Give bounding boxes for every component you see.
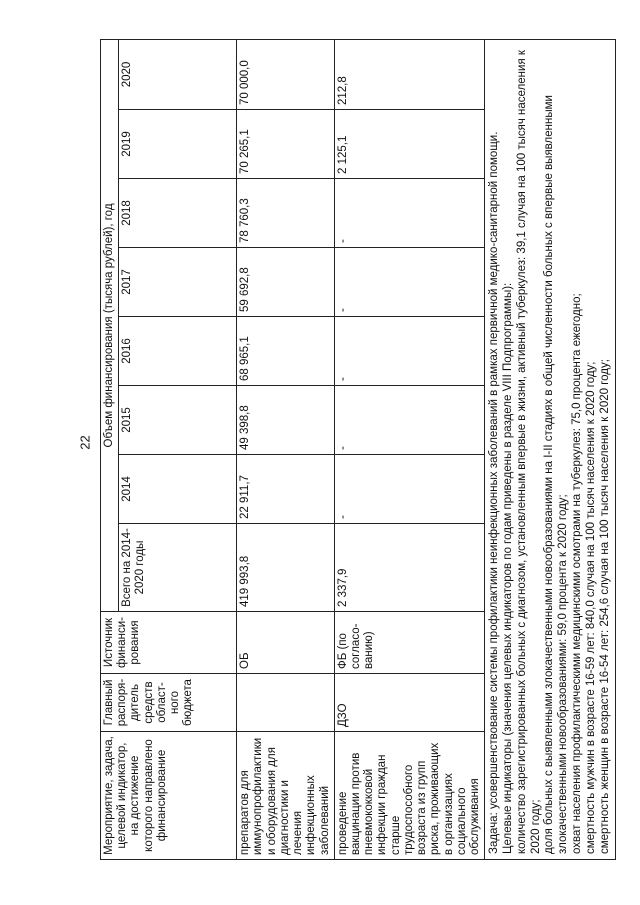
header-year: 2014 [119, 455, 237, 524]
cell-total: 2 337,9 [334, 524, 484, 612]
cell-value: 70 000,0 [237, 39, 335, 109]
header-source: Источник финанси-рования [101, 612, 237, 674]
cell-value: 78 760,3 [237, 179, 335, 248]
task-line: Целевые индикаторы (значения целевых индикаторов по годам приведены в разделе VIII Подпрограммы): [501, 282, 514, 854]
header-year: 2020 [119, 39, 237, 109]
cell-value: 70 265,1 [237, 110, 335, 179]
header-volume: Объем финансирования (тысяча рублей), год [101, 39, 119, 611]
cell-manager [237, 674, 335, 732]
cell-manager: ДЗО [334, 674, 484, 732]
cell-value: 59 692,8 [237, 248, 335, 317]
cell-source: ОБ [237, 612, 335, 674]
task-line: доля больных с выявленными злокачественными новообразованиями на I-II стадиях в общей численности больных с впервые выявленными злокачественными новообразованиями: 59,0 процента к 2020 году; [543, 95, 570, 854]
cell-value: - [334, 317, 484, 386]
task-line: количество зарегистрированных больных с диагнозом, установленным впервые в жизни, активный туберкулез: 39,1 случая на 100 тысяч населения к 2020 году; [515, 50, 542, 854]
task-line: охват населения профилактическими медицинскими осмотрами на туберкулез: 75,0 процента ежегодно; [570, 293, 583, 854]
task-row [485, 39, 616, 859]
cell-measure: препаратов для иммунопрофилактики и оборудования для диагностики и лечения инфекционных заболеваний [237, 732, 335, 860]
task-line: Задача: усовершенствование системы профилактики неинфекционных заболеваний в рамках первичной медико-санитарной помощи. [488, 131, 501, 854]
financing-table [100, 39, 616, 860]
header-total: Всего на 2014-2020 годы [119, 524, 237, 612]
header-year: 2015 [119, 386, 237, 455]
table-row [334, 39, 484, 859]
header-row-1 [101, 39, 119, 859]
cell-measure: проведение вакцинации против пневмококковой инфекции граждан старше трудоспособного возраста из групп риска, проживающих в организациях социального обслуживания [334, 732, 484, 860]
cell-value: - [334, 248, 484, 317]
header-year: 2016 [119, 317, 237, 386]
cell-value: - [334, 386, 484, 455]
cell-total: 419 993,8 [237, 524, 335, 612]
page-number: 22 [77, 435, 93, 450]
cell-source: ФБ (по согласо-ванию) [334, 612, 484, 674]
task-cell [485, 39, 616, 859]
table-row [237, 39, 335, 859]
cell-value: - [334, 179, 484, 248]
task-line: смертность мужчин в возрасте 16-59 лет: 840,0 случая на 100 тысяч населения к 2020 году; [584, 361, 597, 854]
cell-value: 49 398,8 [237, 386, 335, 455]
task-line: смертность женщин в возрасте 16-54 лет: 254,6 случая на 100 тысяч населения к 2020 году; [598, 359, 611, 854]
cell-value: 68 965,1 [237, 317, 335, 386]
cell-value: 212,8 [334, 39, 484, 109]
rotated-page [100, 40, 611, 860]
cell-value: - [334, 455, 484, 524]
header-year: 2018 [119, 179, 237, 248]
header-year: 2019 [119, 110, 237, 179]
header-manager: Главный распоря-дитель средств област-ного бюджета [101, 674, 237, 732]
cell-value: 2 125,1 [334, 110, 484, 179]
header-year: 2017 [119, 248, 237, 317]
header-measure: Мероприятие, задача, целевой индикатор, на достижение которого направлено финансирование [101, 732, 237, 860]
cell-value: 22 911,7 [237, 455, 335, 524]
